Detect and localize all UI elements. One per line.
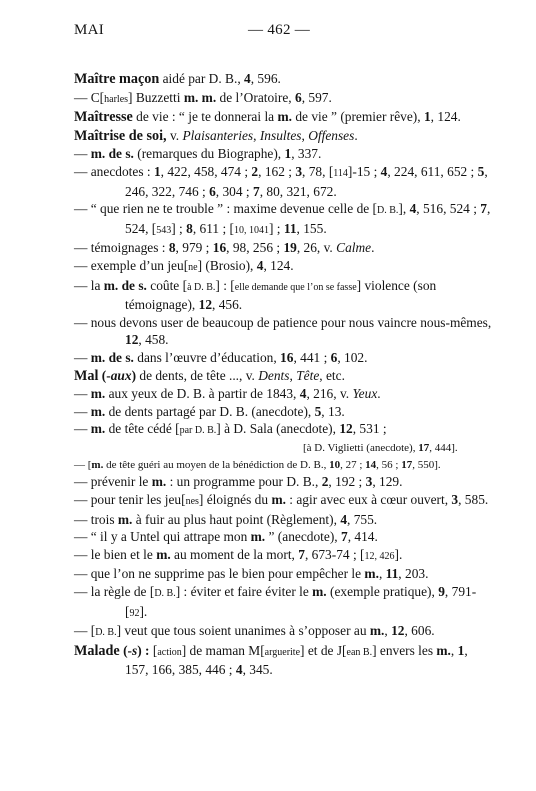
- index-entry: Maîtresse de vie : “ je te donnerai la m. de vie ” (premier rêve), 1, 124.: [74, 109, 461, 126]
- index-entry: — le bien et le m. au moment de la mort, 7, 673-74 ; [12, 426].: [74, 546, 403, 562]
- index-entry: — m. aux yeux de D. B. à partir de 1843, 4, 216, v. Yeux.: [74, 386, 381, 402]
- index-entry: — que l’on ne supprime pas le bien pour empêcher le m., 11, 203.: [74, 566, 429, 582]
- page-number: — 462 —: [248, 22, 311, 38]
- index-entries: [74, 70, 494, 679]
- page-header: [74, 22, 494, 42]
- index-entry: — “ que rien ne te trouble ” : maxime devenue celle de [D. B.], 4, 516, 524 ; 7, 524, [543] ; 8, 611 ; [10, 1041] ; 11, 155.: [74, 201, 491, 236]
- index-entry: Maîtrise de soi, v. Plaisanteries, Insultes, Offenses.: [74, 127, 358, 144]
- index-entry: — m. de dents partagé par D. B. (anecdote), 5, 13.: [74, 403, 345, 419]
- index-entry: Malade (-s) : [action] de maman M[arguerite] et de J[ean B.] envers les m., 1, 157, 166, 385, 446 ; 4, 345.: [74, 642, 468, 678]
- index-entry: — témoignages : 8, 979 ; 16, 98, 256 ; 19, 26, v. Calme.: [74, 240, 375, 256]
- index-entry: — trois m. à fuir au plus haut point (Règlement), 4, 755.: [74, 511, 378, 527]
- index-entry: — m. de s. (remarques du Biographe), 1, 337.: [74, 146, 322, 162]
- index-entry: Maître maçon aidé par D. B., 4, 596.: [74, 71, 281, 87]
- index-entry: — pour tenir les jeu[nes] éloignés du m. : agir avec eux à cœur ouvert, 3, 585.: [74, 492, 489, 508]
- index-entry: — nous devons user de beaucoup de patience pour nous vaincre nous-mêmes, 12, 458.: [74, 314, 492, 348]
- index-entry: — la règle de [D. B.] : éviter et faire éviter le m. (exemple pratique), 9, 791-[92].: [74, 584, 477, 619]
- index-entry: — C[harles] Buzzetti m. m. de l’Oratoire, 6, 597.: [74, 89, 332, 105]
- index-entry: — m. de s. dans l’œuvre d’éducation, 16, 441 ; 6, 102.: [74, 349, 368, 365]
- index-entry: — [D. B.] veut que tous soient unanimes à s’opposer au m., 12, 606.: [74, 623, 435, 639]
- index-entry: Mal (-aux) de dents, de tête ..., v. Dents, Tête, etc.: [74, 367, 345, 384]
- index-entry: — anecdotes : 1, 422, 458, 474 ; 2, 162 ; 3, 78, [114]-15 ; 4, 224, 611, 652 ; 5, 246, 322, 746 ; 6, 304 ; 7, 80, 321, 672.: [74, 163, 488, 199]
- index-entry: — “ il y a Untel qui attrape mon m. ” (anecdote), 7, 414.: [74, 529, 378, 545]
- index-entry: — la m. de s. coûte [à D. B.] : [elle demande que l’on se fasse] violence (son témoignage), 12, 456.: [74, 277, 437, 313]
- index-entry: — m. de tête cédé [par D. B.] à D. Sala (anecdote), 12, 531 ; [à D. Viglietti (anecdote), 17, 444].: [74, 421, 458, 454]
- running-head: MAI: [74, 22, 105, 38]
- index-entry: — [m. de tête guéri au moyen de la bénédiction de D. B., 10, 27 ; 14, 56 ; 17, 550].: [74, 459, 441, 472]
- index-entry: — prévenir le m. : un programme pour D. B., 2, 192 ; 3, 129.: [74, 474, 403, 490]
- index-entry: — exemple d’un jeu[ne] (Brosio), 4, 124.: [74, 257, 294, 273]
